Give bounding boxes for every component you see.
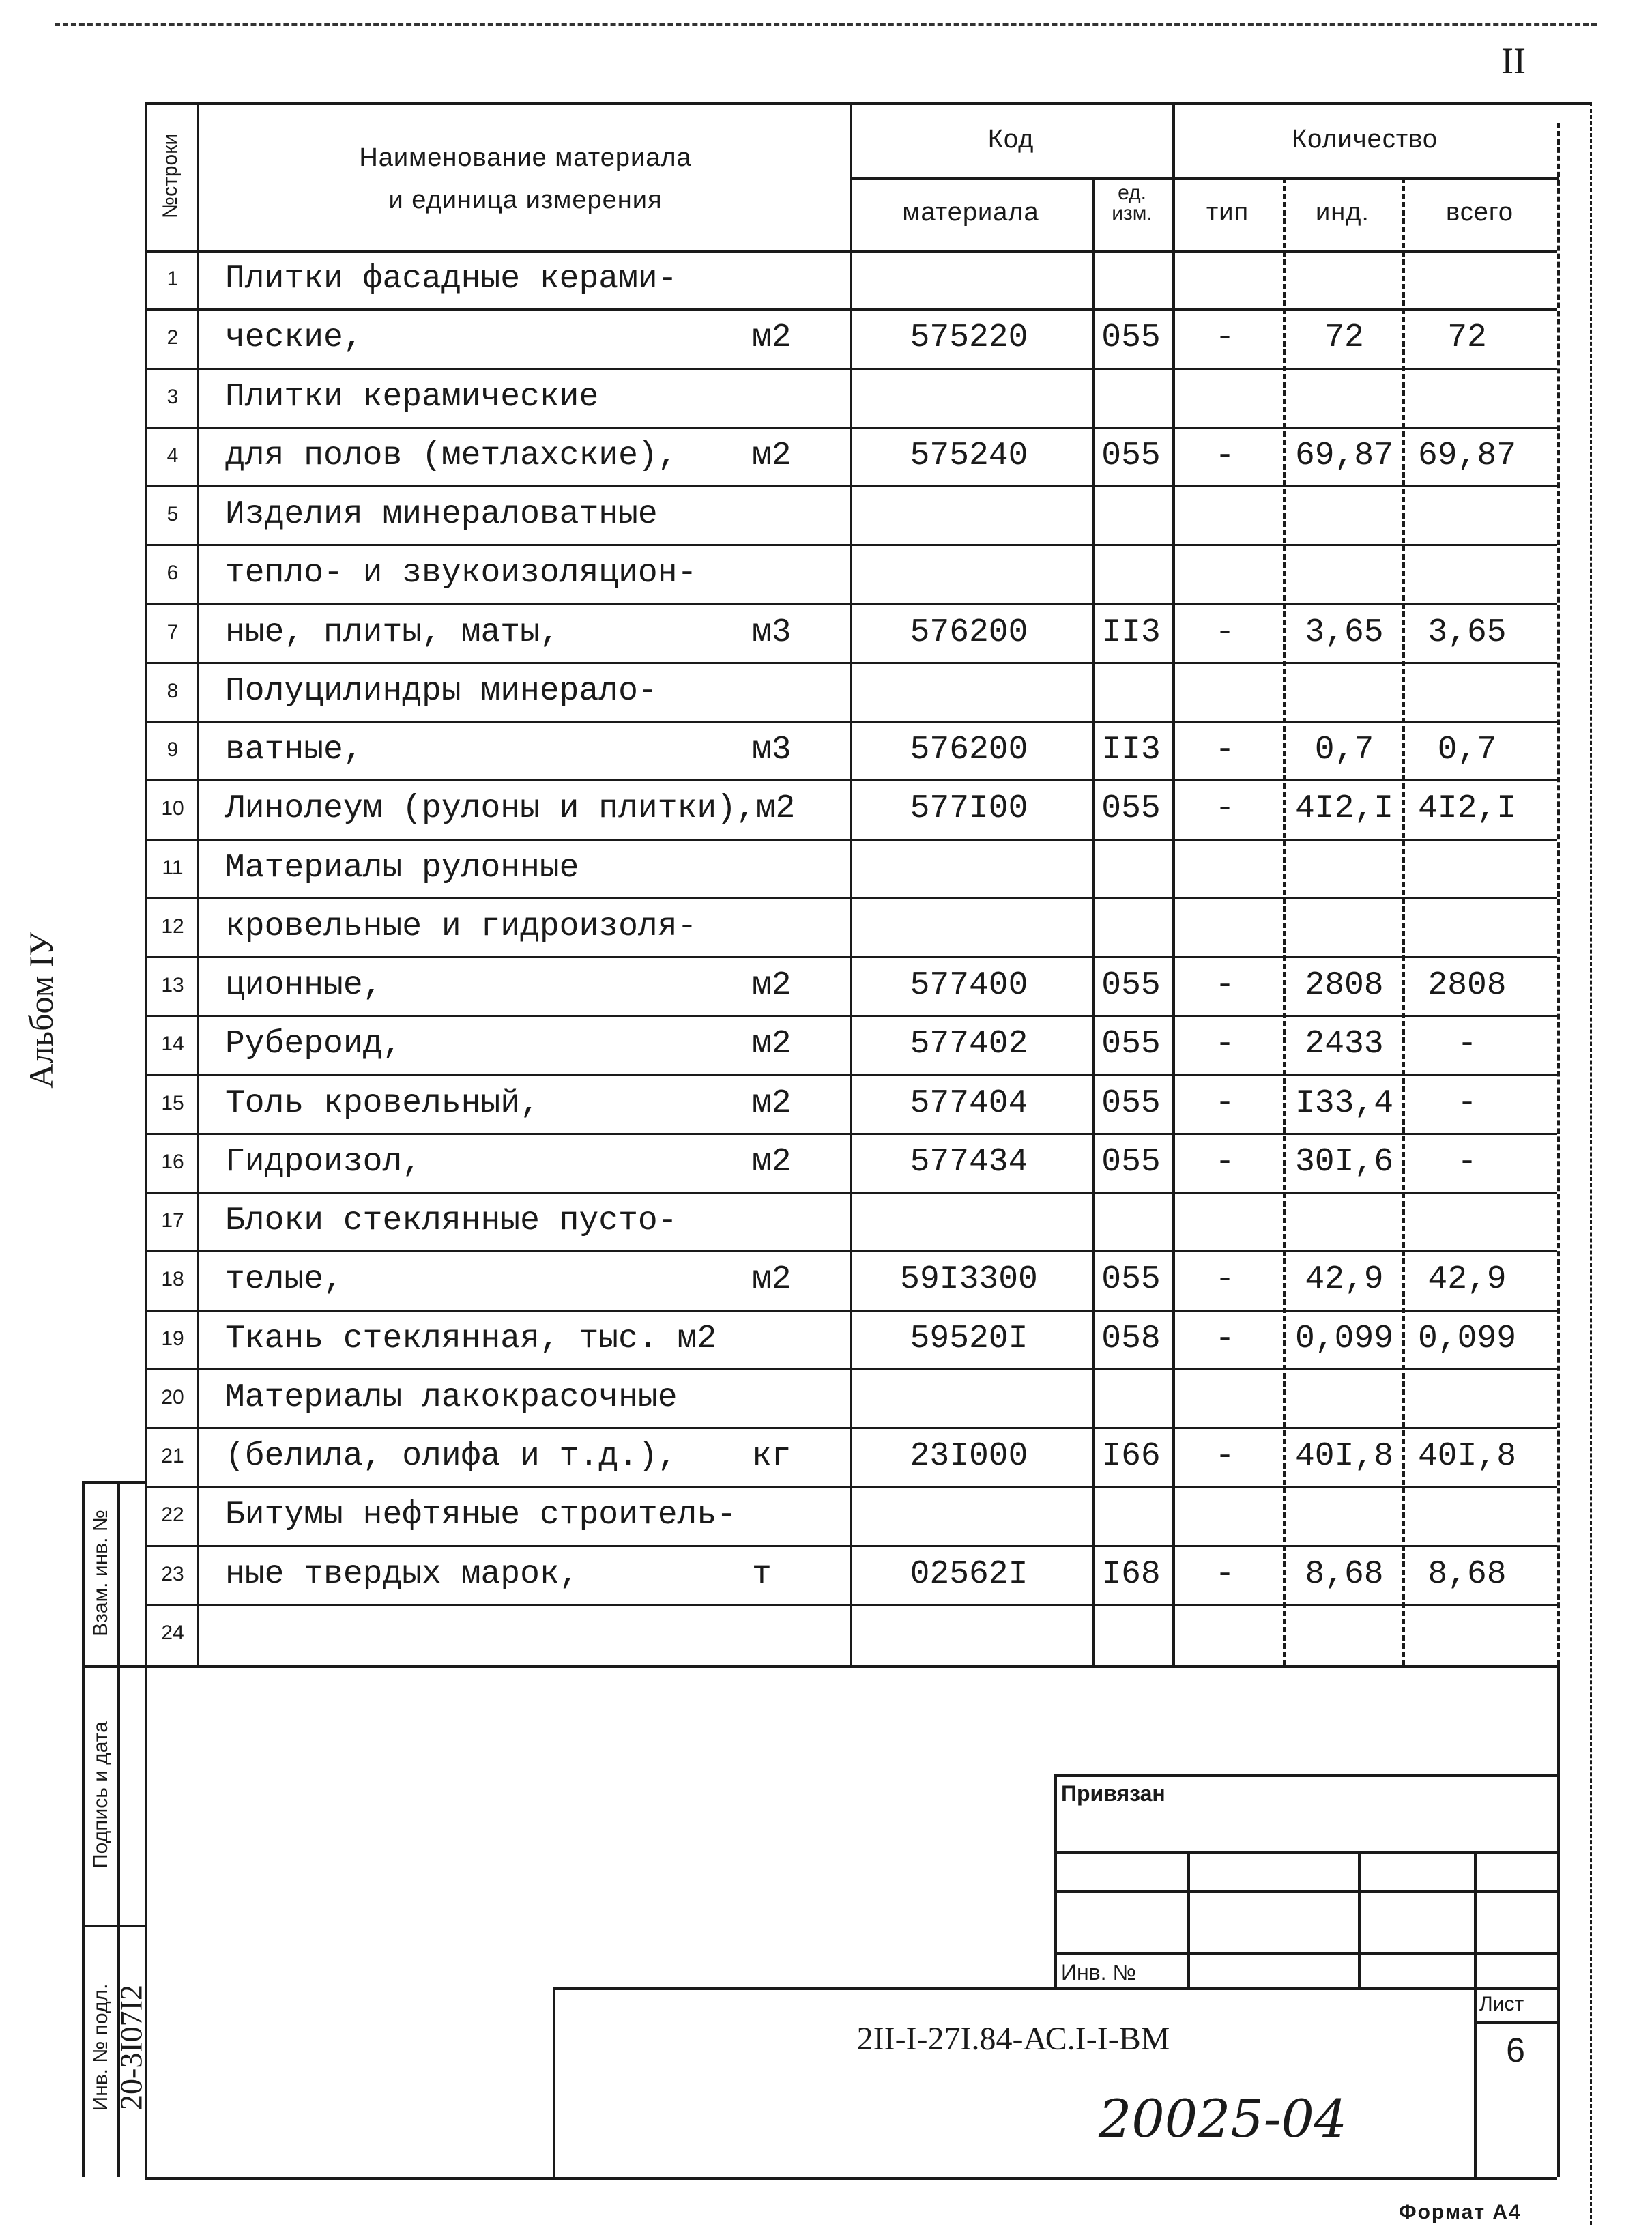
cell-name: Изделия минераловатные bbox=[225, 496, 658, 533]
cell-vsego: 4I2,I bbox=[1417, 790, 1517, 828]
row-divider bbox=[145, 1074, 1557, 1076]
cell-code: 577400 bbox=[910, 967, 1028, 1004]
top-rule bbox=[55, 23, 1597, 26]
cell-vsego: 69,87 bbox=[1417, 437, 1517, 474]
cell-ed: I66 bbox=[1101, 1438, 1161, 1475]
cell-ind: 4I2,I bbox=[1294, 790, 1394, 828]
album-label: Альбом IУ bbox=[22, 932, 60, 1089]
stamp-sheet-no: 6 bbox=[1506, 2031, 1525, 2069]
side-vzam-inv: Взам. инв. № bbox=[89, 1510, 112, 1637]
cell-code: 576200 bbox=[910, 732, 1028, 768]
cell-vsego: 3,65 bbox=[1428, 614, 1507, 651]
cell-ind: 42,9 bbox=[1305, 1261, 1384, 1299]
table-right-border bbox=[1557, 123, 1560, 1665]
header-name-line2: и единица измерения bbox=[388, 186, 663, 214]
cell-name: ционные, bbox=[225, 967, 383, 1004]
cell-vsego: 40I,8 bbox=[1417, 1438, 1517, 1475]
cell-code: 577404 bbox=[910, 1084, 1028, 1122]
row-divider bbox=[145, 1310, 1557, 1312]
cell-unit: м2 bbox=[752, 437, 792, 474]
cell-ed: 055 bbox=[1101, 319, 1161, 357]
cell-name: Битумы нефтяные строитель- bbox=[225, 1497, 736, 1534]
side-strip-div1 bbox=[82, 1665, 145, 1668]
cell-rownum: 15 bbox=[161, 1091, 184, 1114]
cell-name: Гидроизол, bbox=[225, 1143, 422, 1181]
header-qty: Количество bbox=[1291, 125, 1438, 154]
cell-code: 575220 bbox=[910, 319, 1028, 357]
col-code-divider bbox=[1092, 177, 1095, 1665]
header-sub-rule bbox=[850, 177, 1559, 180]
row-divider bbox=[145, 662, 1557, 664]
cell-rownum: 9 bbox=[166, 738, 179, 761]
cell-rownum: 3 bbox=[166, 385, 179, 408]
format-label: Формат А4 bbox=[1399, 2201, 1522, 2223]
row-divider bbox=[145, 956, 1557, 958]
cell-ind: 8,68 bbox=[1305, 1555, 1384, 1593]
frame-bottom-border bbox=[145, 2177, 1557, 2180]
cell-vsego: 72 bbox=[1447, 319, 1487, 357]
row-divider bbox=[145, 1545, 1557, 1547]
cell-ed: 055 bbox=[1101, 967, 1161, 1004]
cell-vsego: 42,9 bbox=[1428, 1261, 1507, 1299]
cell-unit: м2 bbox=[752, 319, 792, 357]
cell-name: Ткань стеклянная, тыс. м2 bbox=[225, 1320, 717, 1357]
cell-name: Плитки керамические bbox=[225, 378, 599, 416]
cell-unit: м2 bbox=[752, 1084, 792, 1122]
cell-rownum: 17 bbox=[161, 1209, 184, 1232]
cell-code: 577I00 bbox=[910, 790, 1028, 828]
stamp-col-2 bbox=[1358, 1851, 1361, 1987]
cell-ind: 0,7 bbox=[1314, 732, 1374, 768]
cell-ed: I68 bbox=[1101, 1555, 1161, 1593]
cell-name: ные, плиты, маты, bbox=[225, 614, 560, 651]
cell-ind: 69,87 bbox=[1294, 437, 1394, 474]
cell-ind: 3,65 bbox=[1305, 614, 1384, 651]
cell-tip: - bbox=[1215, 1261, 1235, 1299]
header-code-unit: ед. изм. bbox=[1112, 182, 1153, 225]
cell-tip: - bbox=[1215, 1084, 1235, 1122]
cell-ed: 055 bbox=[1101, 1084, 1161, 1122]
cell-tip: - bbox=[1215, 1143, 1235, 1181]
cell-rownum: 19 bbox=[161, 1327, 184, 1350]
header-row-no: №строки bbox=[159, 133, 182, 219]
side-strip-div2 bbox=[82, 1925, 145, 1927]
cell-rownum: 11 bbox=[162, 856, 184, 879]
stamp-rule-1 bbox=[1054, 1851, 1557, 1854]
cell-name: ческие, bbox=[225, 319, 363, 357]
right-margin-dash bbox=[1590, 102, 1592, 2225]
row-divider bbox=[145, 839, 1557, 841]
row-divider bbox=[145, 1192, 1557, 1194]
cell-rownum: 18 bbox=[161, 1268, 184, 1291]
handwritten-number: 20025-04 bbox=[1099, 2088, 1348, 2149]
stamp-col-3 bbox=[1474, 1851, 1477, 1987]
cell-name: Рубероид, bbox=[225, 1026, 403, 1063]
cell-code: 577434 bbox=[910, 1143, 1028, 1181]
stamp-sheet-rule bbox=[1474, 2021, 1557, 2024]
cell-rownum: 16 bbox=[161, 1150, 184, 1173]
row-divider bbox=[145, 1604, 1557, 1606]
cell-ed: 055 bbox=[1101, 790, 1161, 828]
cell-code: 59520I bbox=[910, 1320, 1028, 1357]
row-divider bbox=[145, 544, 1557, 546]
cell-code: 02562I bbox=[910, 1555, 1028, 1593]
table-bottom-rule bbox=[145, 1665, 1557, 1668]
cell-code: 23I000 bbox=[910, 1438, 1028, 1475]
cell-tip: - bbox=[1215, 614, 1235, 651]
cell-rownum: 2 bbox=[166, 326, 179, 349]
cell-ed: II3 bbox=[1101, 732, 1161, 768]
cell-code: 59I3300 bbox=[900, 1261, 1038, 1299]
cell-name: Плитки фасадные керами- bbox=[225, 261, 678, 298]
row-divider bbox=[145, 603, 1557, 605]
cell-rownum: 4 bbox=[166, 444, 179, 467]
row-divider bbox=[145, 779, 1557, 781]
stamp-doc-left bbox=[553, 1987, 555, 2177]
cell-tip: - bbox=[1215, 732, 1235, 768]
cell-rownum: 8 bbox=[166, 679, 179, 702]
cell-rownum: 6 bbox=[166, 562, 179, 585]
stamp-left-border bbox=[1054, 1774, 1057, 1987]
header-code: Код bbox=[987, 125, 1034, 154]
cell-tip: - bbox=[1215, 967, 1235, 1004]
row-divider bbox=[145, 308, 1557, 311]
cell-tip: - bbox=[1215, 790, 1235, 828]
cell-vsego: - bbox=[1457, 1026, 1477, 1063]
cell-rownum: 1 bbox=[166, 268, 179, 290]
cell-name: телые, bbox=[225, 1261, 343, 1299]
row-divider bbox=[145, 1015, 1557, 1017]
stamp-doc-code: 2II-I-27I.84-АС.I-I-ВМ bbox=[856, 2021, 1170, 2057]
cell-rownum: 21 bbox=[161, 1445, 184, 1467]
cell-name: тепло- и звукоизоляцион- bbox=[225, 555, 697, 592]
row-divider bbox=[145, 368, 1557, 370]
cell-code: 577402 bbox=[910, 1026, 1028, 1063]
row-divider bbox=[145, 1368, 1557, 1370]
stamp-doc-top bbox=[553, 1987, 1557, 1990]
stamp-rule-3 bbox=[1054, 1952, 1557, 1955]
side-sign-date: Подпись и дата bbox=[89, 1721, 112, 1869]
side-inv-number: 20-3I07I2 bbox=[113, 1985, 149, 2110]
cell-ind: 72 bbox=[1324, 319, 1364, 357]
cell-code: 575240 bbox=[910, 437, 1028, 474]
cell-rownum: 20 bbox=[161, 1385, 184, 1409]
cell-vsego: 2808 bbox=[1428, 967, 1507, 1004]
cell-tip: - bbox=[1215, 437, 1235, 474]
cell-name: ватные, bbox=[225, 732, 363, 768]
cell-code: 576200 bbox=[910, 614, 1028, 651]
row-divider bbox=[145, 485, 1557, 487]
cell-rownum: 5 bbox=[166, 503, 179, 525]
cell-tip: - bbox=[1215, 319, 1235, 357]
cell-unit: т bbox=[752, 1555, 772, 1593]
cell-name: Блоки стеклянные пусто- bbox=[225, 1202, 678, 1239]
cell-vsego: - bbox=[1457, 1143, 1477, 1181]
row-divider bbox=[145, 1427, 1557, 1429]
row-divider bbox=[145, 1486, 1557, 1488]
header-qty-ind: инд. bbox=[1316, 198, 1370, 227]
side-inv-podl: Инв. № подл. bbox=[89, 1983, 112, 2112]
cell-name: Полуцилиндры минерало- bbox=[225, 672, 658, 710]
header-qty-type: тип bbox=[1206, 198, 1249, 227]
cell-rownum: 12 bbox=[161, 914, 184, 938]
cell-unit: м2 bbox=[752, 1261, 792, 1299]
stamp-top-rule bbox=[1054, 1774, 1557, 1777]
cell-tip: - bbox=[1215, 1555, 1235, 1593]
cell-name: Материалы рулонные bbox=[225, 849, 579, 887]
cell-tip: - bbox=[1215, 1026, 1235, 1063]
cell-vsego: 0,7 bbox=[1437, 732, 1497, 768]
cell-vsego: 0,099 bbox=[1417, 1320, 1517, 1357]
cell-ind: 2808 bbox=[1305, 967, 1384, 1004]
cell-name: кровельные и гидроизоля- bbox=[225, 908, 697, 945]
cell-ed: II3 bbox=[1101, 614, 1161, 651]
cell-unit: м2 bbox=[752, 967, 792, 1004]
cell-rownum: 7 bbox=[166, 620, 179, 644]
stamp-sheet-label: Лист bbox=[1479, 1993, 1524, 2015]
cell-name: для полов (метлахские), bbox=[225, 437, 678, 474]
cell-ed: 055 bbox=[1101, 1143, 1161, 1181]
table-top-border bbox=[145, 102, 1591, 105]
cell-rownum: 14 bbox=[161, 1033, 184, 1056]
side-strip-outer bbox=[82, 1481, 85, 2177]
cell-ed: 055 bbox=[1101, 1261, 1161, 1299]
stamp-col-1 bbox=[1187, 1851, 1190, 1987]
cell-ind: 40I,8 bbox=[1294, 1438, 1394, 1475]
cell-name: (белила, олифа и т.д.), bbox=[225, 1438, 678, 1475]
cell-ind: 30I,6 bbox=[1294, 1143, 1394, 1181]
cell-rownum: 23 bbox=[161, 1562, 184, 1585]
header-code-material: материала bbox=[902, 198, 1039, 227]
stamp-sheet-left bbox=[1474, 1987, 1477, 2177]
page-number: II bbox=[1501, 40, 1526, 81]
row-divider bbox=[145, 721, 1557, 723]
header-name-line1: Наименование материала bbox=[359, 143, 692, 172]
stamp-rule-2 bbox=[1054, 1890, 1557, 1893]
cell-rownum: 13 bbox=[161, 974, 184, 996]
row-divider bbox=[145, 1250, 1557, 1252]
cell-unit: м2 bbox=[752, 1143, 792, 1181]
cell-ed: 055 bbox=[1101, 1026, 1161, 1063]
side-strip-top bbox=[82, 1481, 145, 1484]
cell-unit: кг bbox=[752, 1438, 792, 1475]
cell-unit: м3 bbox=[752, 614, 792, 651]
cell-ed: 055 bbox=[1101, 437, 1161, 474]
cell-unit: м2 bbox=[752, 1026, 792, 1063]
cell-vsego: - bbox=[1457, 1084, 1477, 1122]
stamp-privyazan: Привязан bbox=[1061, 1781, 1165, 1806]
cell-tip: - bbox=[1215, 1320, 1235, 1357]
stamp-inv-no: Инв. № bbox=[1061, 1960, 1136, 1985]
cell-vsego: 8,68 bbox=[1428, 1555, 1507, 1593]
cell-ed: 058 bbox=[1101, 1320, 1161, 1357]
frame-right-border bbox=[1557, 1665, 1560, 2177]
cell-rownum: 22 bbox=[161, 1503, 184, 1527]
cell-ind: 2433 bbox=[1305, 1026, 1384, 1063]
cell-name: ные твердых марок, bbox=[225, 1555, 579, 1593]
cell-rownum: 10 bbox=[161, 797, 184, 820]
row-divider bbox=[145, 897, 1557, 899]
cell-tip: - bbox=[1215, 1438, 1235, 1475]
cell-ind: 0,099 bbox=[1294, 1320, 1394, 1357]
cell-ind: I33,4 bbox=[1294, 1084, 1394, 1122]
row-divider bbox=[145, 1133, 1557, 1135]
cell-rownum: 24 bbox=[161, 1621, 184, 1644]
cell-name: Линолеум (рулоны и плитки),м2 bbox=[225, 790, 796, 828]
row-divider bbox=[145, 427, 1557, 429]
cell-unit: м3 bbox=[752, 732, 792, 768]
cell-name: Толь кровельный, bbox=[225, 1084, 540, 1122]
cell-name: Материалы лакокрасочные bbox=[225, 1379, 678, 1416]
col-name-divider bbox=[850, 102, 852, 1665]
header-qty-total: всего bbox=[1445, 198, 1514, 227]
